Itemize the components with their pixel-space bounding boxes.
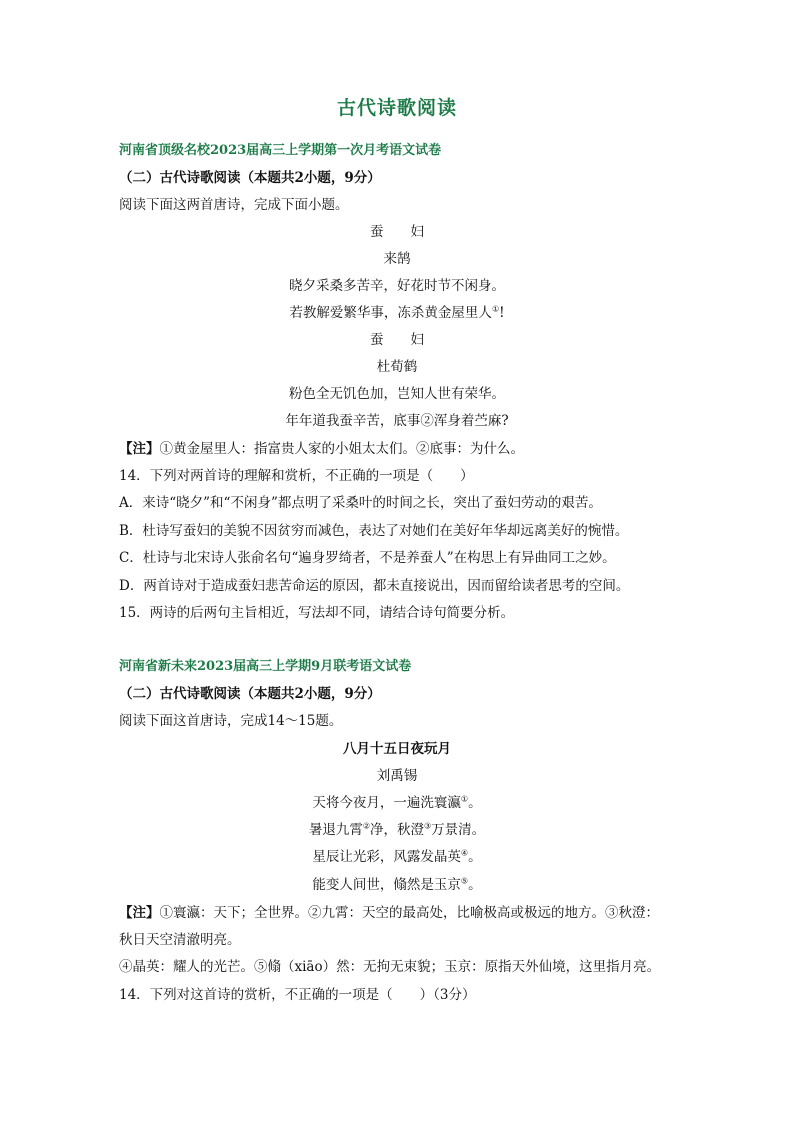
footnote-mark: ① <box>491 304 500 314</box>
note-text: ①黄金屋里人：指富贵人家的小姐太太们。②底事：为什么。 <box>159 441 524 457</box>
poem1-line-1: 晓夕采桑多苦辛，好花时节不闲身。 <box>289 278 505 294</box>
poem3-line-4 <box>0 875 794 895</box>
note-2-line-3: ④晶英：耀人的光芒。⑤翛（xiāo）然：无拘无束貌；玉京：原指天外仙境，这里指月亮。 <box>119 959 661 975</box>
note-2-line-1 <box>119 903 659 923</box>
poem3-line-2-b: 净，秋澄 <box>370 822 424 838</box>
poem3-line-1-text: 天将今夜月，一遍洗寰瀛 <box>312 795 461 811</box>
question-15: 15．两诗的后两句主旨相近，写法却不同，请结合诗句简要分析。 <box>119 605 515 621</box>
footnote-mark: ⑤ <box>460 876 469 886</box>
note-label: 【注】 <box>119 905 160 921</box>
document-title: 古代诗歌阅读 <box>336 97 457 119</box>
poem1-line-2 <box>0 303 794 323</box>
poem2-author: 杜荀鹤 <box>376 359 418 375</box>
poem3-line-3 <box>0 847 794 867</box>
note-label: 【注】 <box>119 441 160 457</box>
note-text: ①寰瀛：天下；全世界。②九霄：天空的最高处，比喻极高或极远的地方。③秋澄： <box>159 905 659 921</box>
footnote-mark: ② <box>362 821 370 831</box>
poem2-line-2: 年年道我蚕辛苦，底事②浑身着苎麻? <box>285 413 509 429</box>
poem3-author: 刘禹锡 <box>376 768 418 784</box>
instruction-2: 阅读下面这首唐诗，完成14～15题。 <box>119 713 343 729</box>
footnote-mark: ③ <box>424 821 432 831</box>
option-c: C．杜诗与北宋诗人张俞名句“遍身罗绮者，不是养蚕人”在构思上有异曲同工之妙。 <box>119 550 616 566</box>
question-14-section-2: 14．下列对这首诗的赏析，不正确的一项是（ ）（3分） <box>119 987 476 1003</box>
source-heading-2: 河南省新未来2023届高三上学期9月联考语文试卷 <box>119 659 412 674</box>
option-a: A．来诗“晓夕”和“不闲身”都点明了采桑叶的时间之长，突出了蚕妇劳动的艰苦。 <box>119 495 602 511</box>
option-d: D．两首诗对于造成蚕妇悲苦命运的原因，都未直接说出，因而留给读者思考的空间。 <box>119 578 630 594</box>
section-heading-2: （二）古代诗歌阅读（本题共2小题，9分） <box>119 686 381 702</box>
poem3-line-1-end: 。 <box>468 795 482 811</box>
poem3-line-2-a: 暑退九霄 <box>308 822 363 838</box>
footnote-mark: ④ <box>460 848 469 858</box>
instruction-1: 阅读下面这两首唐诗，完成下面小题。 <box>119 197 349 213</box>
poem3-title: 八月十五日夜玩月 <box>343 741 451 757</box>
question-14: 14．下列对两首诗的理解和赏析，不正确的一项是（ ） <box>119 468 474 484</box>
poem3-line-1 <box>0 793 794 813</box>
poem3-line-2-c: 万景清。 <box>431 822 486 838</box>
poem1-line-2-end: ! <box>499 305 505 321</box>
poem3-line-2 <box>0 820 794 840</box>
source-heading-1: 河南省顶级名校2023届高三上学期第一次月考语文试卷 <box>119 143 442 158</box>
poem1-title: 蚕 妇 <box>370 224 424 240</box>
poem3-line-3-text: 星辰让光彩，风露发晶英 <box>312 849 461 865</box>
option-b: B．杜诗写蚕妇的美貌不因贫穷而减色，表达了对她们在美好年华却远离美好的惋惜。 <box>119 523 629 539</box>
note-1 <box>119 439 524 459</box>
section-heading-1: （二）古代诗歌阅读（本题共2小题，9分） <box>119 170 381 186</box>
poem1-line-2-text: 若教解爱繁华事，冻杀黄金屋里人 <box>289 305 492 321</box>
note-2-line-2: 秋日天空清澈明亮。 <box>119 932 241 948</box>
poem2-line-1: 粉色全无饥色加，岂知人世有荣华。 <box>289 386 505 402</box>
poem3-line-4-end: 。 <box>468 877 482 893</box>
poem3-line-3-end: 。 <box>468 849 482 865</box>
poem1-author: 来鹄 <box>383 251 411 267</box>
poem2-title: 蚕 妇 <box>370 332 424 348</box>
poem3-line-4-text: 能变人间世，翛然是玉京 <box>312 877 461 893</box>
footnote-mark: ① <box>460 794 469 804</box>
